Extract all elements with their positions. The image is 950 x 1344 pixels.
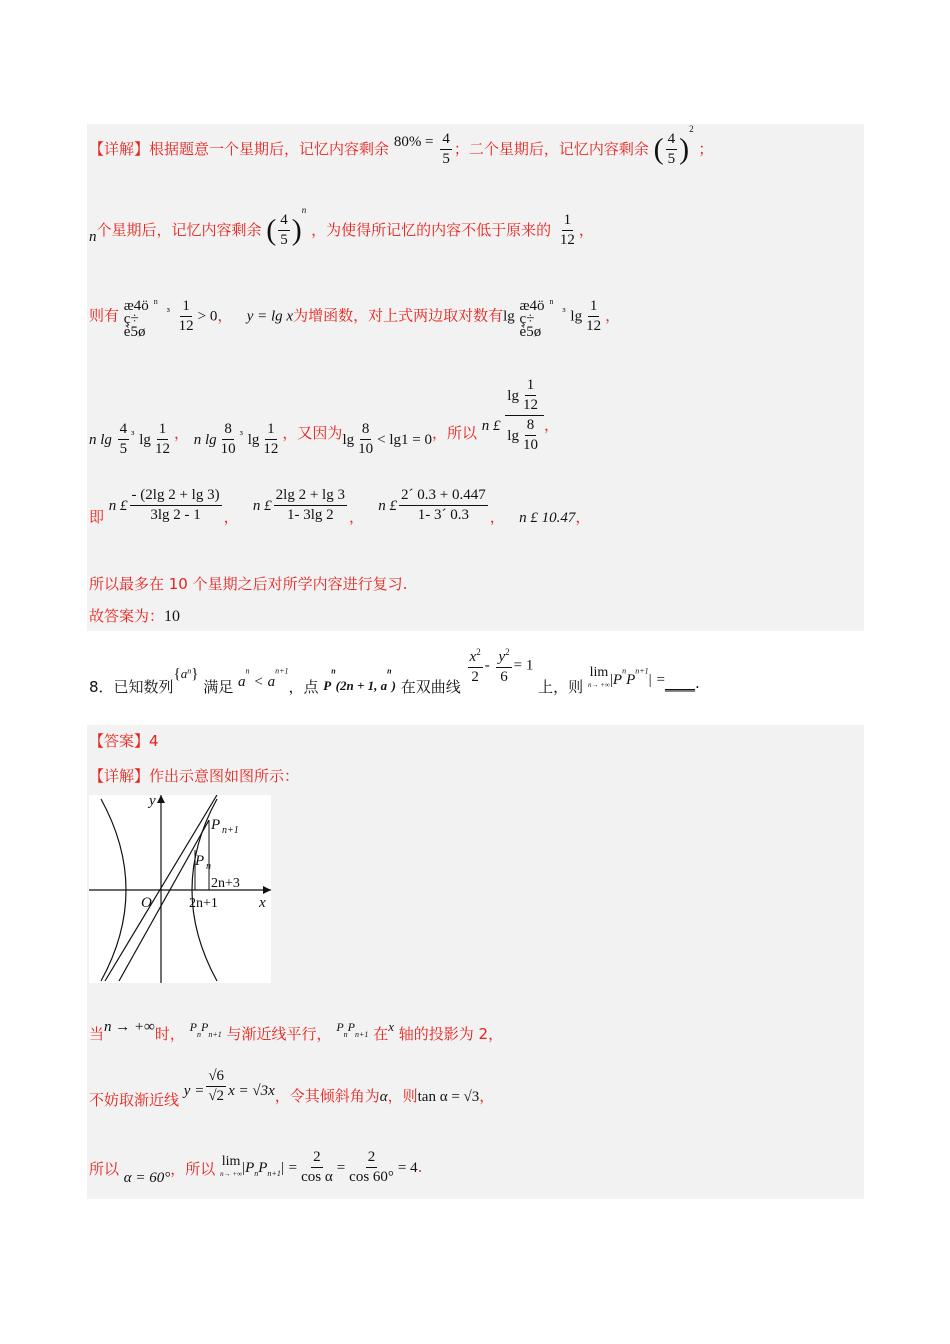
math: = 1 <box>513 657 534 674</box>
text: ， <box>348 508 364 526</box>
math: n £ <box>108 498 128 514</box>
g: n <box>153 297 158 306</box>
den: cos α <box>301 1169 333 1185</box>
detail-line-a: 当n → +∞时， $P_nP_{n+1}$ 与渐近线平行， $P_nP_{n+1}$ 在x 轴的投影为 2， <box>89 1019 504 1043</box>
figure-svg <box>89 795 271 983</box>
text: ， <box>223 508 239 526</box>
fraction <box>118 420 130 459</box>
text: 满足 <box>203 677 234 696</box>
math: ³ <box>131 429 135 441</box>
detail-line-6: 所以最多在 10 个星期之后对所学内容进行复习. <box>89 575 408 593</box>
math: = <box>336 1160 346 1176</box>
paren: ( <box>266 213 277 247</box>
math: n £ <box>481 418 501 434</box>
text: ，令其倾斜角为 <box>274 1087 380 1105</box>
g: æ4ö <box>519 298 545 314</box>
lim: lim <box>221 1153 241 1169</box>
fraction <box>440 130 452 169</box>
pn1-sub: n+1 <box>222 825 239 836</box>
math: < <box>254 673 263 690</box>
math: lg <box>139 432 151 448</box>
g: n <box>549 297 554 306</box>
math: - <box>484 657 490 674</box>
text: 不妨取渐近线 <box>89 1091 180 1109</box>
answer-value: 4 <box>149 732 159 750</box>
fraction <box>299 1148 335 1187</box>
fraction <box>558 211 577 250</box>
paren: ( <box>653 132 664 166</box>
detail-line-2 <box>89 205 594 250</box>
fraction: $\frac{y^2}{6}$ <box>496 643 511 687</box>
y-label: y <box>149 795 156 809</box>
text: ，又因为 <box>282 424 343 442</box>
text: . <box>694 673 700 692</box>
pn1-label: P <box>211 817 221 833</box>
den: 3lg 2 - 1 <box>150 507 201 523</box>
math: n lg <box>89 432 112 448</box>
math: ³ <box>166 305 170 318</box>
fraction <box>177 297 196 336</box>
den: 5 <box>119 441 128 457</box>
math: a <box>238 673 246 690</box>
den: √2 <box>208 1088 225 1104</box>
detail-bracket: 【详解】 <box>89 140 150 158</box>
den: 6 <box>500 669 508 685</box>
num: 4 <box>118 420 130 440</box>
den: 10 <box>522 437 538 453</box>
den: 10 <box>220 441 236 457</box>
detail-line-5 <box>89 486 590 525</box>
den: 12 <box>522 397 538 413</box>
text: 时， <box>154 1025 185 1043</box>
math: a <box>267 673 276 690</box>
text: . <box>417 1158 423 1176</box>
label-2n1: 2n+1 <box>189 896 218 911</box>
paren: ) <box>679 132 690 166</box>
fraction <box>278 211 290 250</box>
math: lg <box>507 428 519 444</box>
num: 1 <box>588 297 600 317</box>
math: n £ 10.47 <box>519 510 576 526</box>
paren: ) <box>291 213 302 247</box>
num: 2 <box>311 1148 323 1168</box>
math: y = lg x <box>246 308 294 325</box>
text: ， <box>543 416 559 434</box>
den: 12 <box>178 317 194 334</box>
num: 8 <box>525 416 537 436</box>
math: P <box>189 1020 197 1034</box>
math: lg <box>503 308 515 325</box>
num: 1 <box>525 376 537 396</box>
label-2n3: 2n+3 <box>211 876 240 891</box>
num: 1 <box>265 420 277 440</box>
text: 上，则 <box>538 677 584 696</box>
num: 2lg 2 + lg 3 <box>274 486 347 506</box>
solution-block-2 <box>87 725 864 1199</box>
den: 12 <box>586 317 602 334</box>
text: ；二个星期后，记忆内容剩余 <box>453 140 649 158</box>
text: ， <box>479 1087 495 1105</box>
origin-label: O <box>141 895 152 911</box>
num: - (2lg 2 + lg 3) <box>130 486 222 506</box>
detail-line <box>89 765 299 786</box>
garbled-formula <box>124 294 162 338</box>
text: 与渐近线平行， <box>226 1025 332 1043</box>
den: 5 <box>667 151 676 167</box>
math: y = <box>183 1083 205 1099</box>
y-arrow <box>157 795 165 803</box>
math: n <box>89 229 97 245</box>
blank: ____ <box>664 673 695 692</box>
num: 4 <box>278 211 290 231</box>
g: ç÷ <box>519 311 535 327</box>
num: √6 <box>206 1067 226 1087</box>
num: 8 <box>222 420 234 440</box>
fraction <box>356 420 375 459</box>
solution-block-1 <box>87 124 864 631</box>
fraction <box>130 486 222 525</box>
limit <box>588 667 610 691</box>
text: 轴的投影为 2， <box>398 1025 504 1043</box>
fraction <box>219 420 238 459</box>
math: = <box>288 1160 298 1176</box>
text: 当 <box>89 1025 105 1043</box>
den: 2 <box>471 669 479 685</box>
text: ， <box>173 424 189 442</box>
hyperbola-figure <box>89 795 271 983</box>
text: 个星期后，记忆内容剩余 <box>96 221 262 239</box>
text: ； <box>698 140 714 158</box>
g: æ4ö <box>123 298 149 314</box>
num: 8 <box>360 420 372 440</box>
text: ， <box>217 306 233 325</box>
text: ， <box>605 306 621 325</box>
fraction <box>347 1148 396 1187</box>
text: ，点 <box>288 677 319 696</box>
math: a <box>180 665 188 681</box>
math: = <box>656 671 665 688</box>
math: < lg1 = 0 <box>377 432 432 448</box>
math: (2n + 1, a <box>335 677 388 693</box>
fraction <box>399 486 488 525</box>
num: 4 <box>666 130 678 150</box>
math: lg <box>507 388 519 404</box>
text: 为增函数，对上式两边取对数有 <box>293 306 504 325</box>
text: ，所以 <box>431 424 477 442</box>
detail-line-c: 所以 α = 60°，所以 lim n→ +∞ $|P_nP_{n+1}|$ = $\frac{2}{\text{cos α}}$ = $\frac{2}{\cos 60^\circ}$ = 4. <box>89 1149 423 1186</box>
den: 5 <box>280 232 288 248</box>
text: 所以 <box>89 1160 120 1178</box>
text: 【详解】 <box>89 767 150 785</box>
fraction <box>274 486 347 525</box>
math: n £ <box>252 498 272 514</box>
num: 1 <box>157 420 169 440</box>
pn-label: P <box>195 853 205 869</box>
num: 2´ 0.3 + 0.447 <box>399 486 488 506</box>
detail-line-1 <box>89 124 714 169</box>
text: 作出示意图如图所示： <box>149 767 300 785</box>
text: 故答案为： <box>89 607 165 625</box>
text: 在 <box>373 1025 389 1043</box>
math: α <box>379 1089 388 1105</box>
den: 5 <box>442 151 450 167</box>
math: x = √3x <box>228 1083 275 1099</box>
text: 即 <box>89 508 105 526</box>
text: ，则 <box>387 1087 418 1105</box>
lim: lim <box>589 665 609 680</box>
text: ， <box>578 221 594 239</box>
detail-line-3 <box>89 294 620 338</box>
den: 12 <box>154 441 170 457</box>
den: 12 <box>263 441 279 457</box>
text: 则有 <box>89 306 120 325</box>
num: 1 <box>562 211 574 231</box>
math: P <box>336 1020 344 1034</box>
math: n → +∞ <box>104 1019 155 1035</box>
math: lg <box>570 308 583 325</box>
math: P <box>323 677 332 693</box>
text: ， <box>489 508 505 526</box>
math: > 0 <box>197 308 218 325</box>
g: ç÷ <box>123 311 139 327</box>
den: 12 <box>559 232 575 248</box>
num: 4 <box>440 130 452 150</box>
math: ³ <box>562 305 566 318</box>
den: cos 60° <box>349 1169 394 1185</box>
answer-value: 10 <box>164 608 181 625</box>
fraction: $\frac{x^2}{2}$ <box>468 643 483 687</box>
answer-line <box>89 730 159 751</box>
text: ，为使得所记忆的内容不低于原来的 <box>311 221 552 239</box>
detail-line-4: n lg $\frac{4}{5}$ $_{^3}$ lg $\frac{1}{12}$ ， n lg $\frac{8}{10}$ $_{^3}$ lg $\frac{1}{12}$ ，又因为lg $\frac{8}{10}$ < lg1 = 0，所以 n £ lg $\frac{1}{12}$ lg $\frac{8}{10}$ ， <box>89 377 559 457</box>
fraction <box>261 420 280 459</box>
den: 1- 3´ 0.3 <box>417 507 470 523</box>
g: è5ø <box>519 324 542 340</box>
math: α = 60° <box>123 1170 171 1186</box>
num: x <box>469 649 477 665</box>
garbled-formula <box>520 294 558 338</box>
math: = 4 <box>397 1160 418 1176</box>
text: ， <box>575 508 591 526</box>
text: ，所以 <box>170 1160 216 1178</box>
text: 【答案】 <box>89 732 150 750</box>
math: n £ <box>378 498 398 514</box>
lim-sub: n→ +∞ <box>587 681 610 689</box>
x-label: x <box>259 895 266 911</box>
num: 1 <box>180 297 192 317</box>
g: è5ø <box>123 324 146 340</box>
detail-line-b <box>89 1067 495 1109</box>
math: x <box>388 1019 394 1034</box>
big-fraction <box>505 376 544 455</box>
den: 1- 3lg 2 <box>286 507 334 523</box>
den: 10 <box>358 441 374 457</box>
text: 在双曲线 <box>400 677 461 696</box>
text: 根据题意一个星期后，记忆内容剩余 <box>149 140 390 158</box>
math: lg <box>342 432 355 448</box>
text: 8．已知数列 <box>89 677 174 696</box>
fraction <box>206 1067 226 1106</box>
exp: n <box>301 205 307 215</box>
num: 2 <box>366 1148 378 1168</box>
answer-line <box>89 605 180 626</box>
lim-sub: n→ +∞ <box>220 1169 243 1178</box>
exp: 2 <box>689 124 694 134</box>
limit <box>220 1153 243 1180</box>
fraction <box>666 130 678 169</box>
x-arrow <box>263 886 271 894</box>
pn-sub: n <box>206 861 211 872</box>
math: tan α = √3 <box>417 1089 480 1105</box>
question-8: 8．已知数列$\{a_n\}$ 满足 $a_n < a_{n+1}$，点 $P_n(2n + 1$, $a_n$) 在双曲线 $\frac{x^2}{2}$ - $\frac{y^2}{6}$ = 1 上，则 lim n→ +∞ $|P_nP_{n+1}|$ =____. <box>89 643 700 687</box>
math: lg <box>247 432 260 448</box>
num: y <box>498 649 506 665</box>
fraction <box>153 420 172 459</box>
math: P <box>612 671 623 688</box>
math: 80% = <box>393 134 434 150</box>
math: n lg <box>193 432 217 448</box>
fraction <box>584 297 603 336</box>
math: P <box>245 1160 255 1176</box>
